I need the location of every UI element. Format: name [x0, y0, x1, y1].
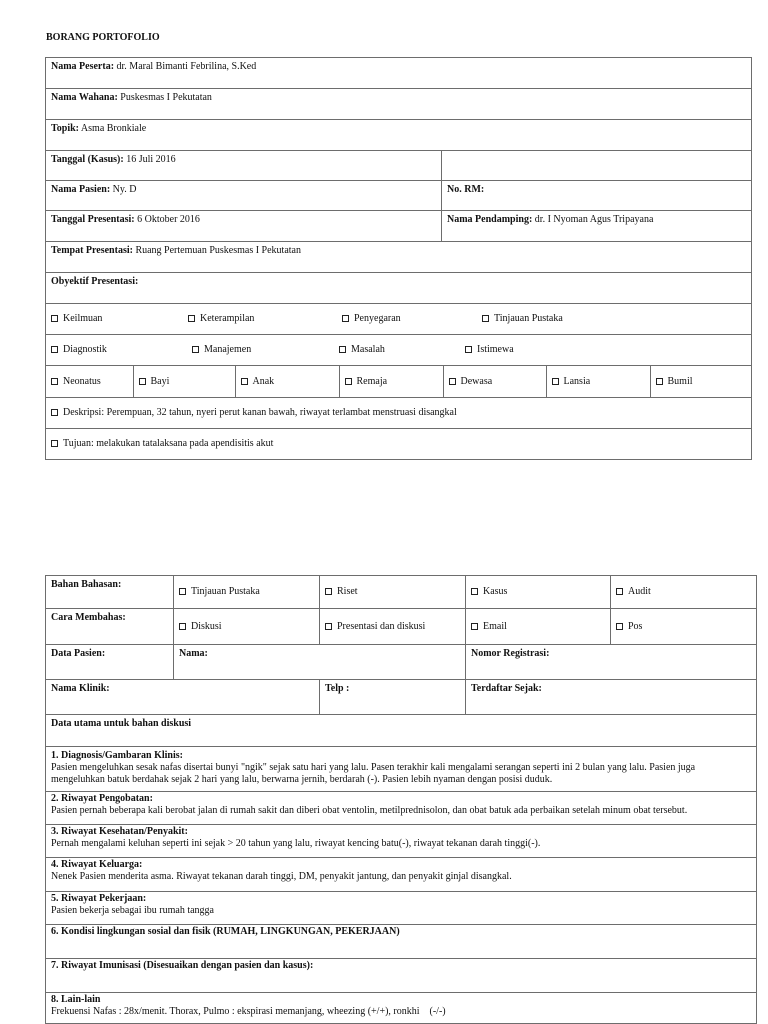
checkbox-box-icon: [139, 378, 146, 385]
checkbox-manajemen[interactable]: [192, 344, 251, 356]
checkbox-label: Anak: [252, 375, 275, 387]
section-kondisi-lingkungan: [46, 925, 757, 959]
nama-wahana-label: Nama Wahana:: [51, 92, 118, 103]
nama-pasien-cell: [46, 181, 442, 211]
checkbox-cara-diskusi[interactable]: [174, 609, 320, 645]
checkbox-label: Penyegaran: [354, 313, 401, 324]
nama-peserta-label: Nama Peserta:: [51, 61, 115, 72]
section-heading: 1. Diagnosis/Gambaran Klinis:: [51, 750, 183, 761]
checkbox-box-icon: [339, 346, 346, 353]
tanggal-kasus-value: 16 Juli 2016: [123, 154, 176, 165]
checkbox-neonatus[interactable]: [46, 366, 133, 397]
data-utama-label: Data utama untuk bahan diskusi: [51, 718, 192, 729]
tanggal-kasus-cell: [46, 151, 442, 181]
checkbox-remaja[interactable]: [339, 366, 443, 397]
checkbox-penyegaran[interactable]: [342, 313, 401, 325]
section-text: Frekuensi Nafas : 28x/menit. Thorax, Pulmo : ekspirasi memanjang, wheezing (+/+), ronkhi (-/-): [51, 1006, 446, 1017]
checkbox-box-icon[interactable]: [51, 440, 58, 447]
checkbox-box-icon: [552, 378, 559, 385]
checkbox-box-icon: [192, 346, 199, 353]
no-rm-label: No. RM:: [447, 184, 485, 195]
checkbox-tinjauan-pustaka[interactable]: [482, 313, 563, 325]
section-text: Pasien pernah beberapa kali berobat jalan di rumah sakit dan diberi obat ventolin, metilprednisolon, dan obat batuk ada perbaikan setelah minum obat tersebut.: [51, 805, 688, 816]
checkbox-box-icon: [179, 588, 186, 595]
checkbox-label: Remaja: [356, 375, 388, 387]
tujuan-text: Tujuan: melakukan tatalaksana pada apendisitis akut: [63, 438, 274, 449]
section-riwayat-pengobatan: [46, 792, 757, 825]
obyektif-cell: [46, 273, 752, 304]
bahan-bahasan-label-cell: [46, 576, 174, 609]
nama-pendamping-value: dr. I Nyoman Agus Tripayana: [532, 214, 654, 225]
data-utama-cell: [46, 715, 757, 747]
checkbox-label: Diagnostik: [63, 344, 107, 355]
tempat-presentasi-label: Tempat Presentasi:: [51, 245, 133, 256]
checkbox-label: Presentasi dan diskusi: [337, 620, 426, 632]
checkbox-label: Neonatus: [63, 375, 101, 387]
section-heading: 2. Riwayat Pengobatan:: [51, 793, 153, 804]
checkbox-cara-pos[interactable]: [611, 609, 757, 645]
checkbox-box-icon: [241, 378, 248, 385]
checkbox-box-icon: [471, 588, 478, 595]
checkbox-bayi[interactable]: [133, 366, 235, 397]
checkbox-label: Manajemen: [204, 344, 252, 355]
section-text: Pernah mengalami keluhan seperti ini sejak > 20 tahun yang lalu, riwayat kencing batu(-), riwayat tekanan darah tinggi(-).: [51, 838, 541, 849]
checkbox-anak[interactable]: [235, 366, 339, 397]
nomor-registrasi-cell: [466, 645, 757, 680]
checkbox-box-icon: [449, 378, 456, 385]
section-diagnosis: [46, 747, 757, 792]
checkbox-box-icon: [482, 315, 489, 322]
cara-membahas-label: Cara Membahas:: [51, 612, 126, 623]
checkbox-box-icon: [179, 623, 186, 630]
checkbox-box-icon: [656, 378, 663, 385]
checkbox-box-icon: [616, 623, 623, 630]
checkbox-box-icon: [51, 378, 58, 385]
tanggal-presentasi-label: Tanggal Presentasi:: [51, 214, 135, 225]
data-pasien-cell: [46, 645, 174, 680]
checkbox-box-icon: [325, 588, 332, 595]
checkbox-masalah[interactable]: [339, 344, 385, 356]
checkbox-box-icon[interactable]: [51, 409, 58, 416]
section-riwayat-kesehatan: [46, 825, 757, 858]
checkbox-bahan-audit[interactable]: [611, 576, 757, 609]
checkbox-label: Pos: [628, 620, 643, 632]
no-rm-cell: [442, 181, 752, 211]
checkbox-diagnostik[interactable]: [51, 344, 107, 356]
telp-cell: [320, 680, 466, 715]
nama-pasien-label: Nama Pasien:: [51, 184, 111, 195]
nama-cell: [174, 645, 466, 680]
checkbox-istimewa[interactable]: [465, 344, 514, 356]
nama-klinik-cell: [46, 680, 320, 715]
checkbox-label: Kasus: [483, 586, 508, 597]
form-title: BORANG PORTOFOLIO: [46, 32, 160, 43]
checkbox-box-icon: [342, 315, 349, 322]
data-pasien-label: Data Pasien:: [51, 648, 106, 659]
checkbox-label: Email: [483, 620, 507, 632]
section-text: Pasien mengeluhkan sesak nafas disertai bunyi "ngik" sejak satu hari yang lalu. Pasen terakhir kali mengalami serangan seperti ini 2 bulan yang lalu. Pasien juga mengeluhkan batuk berdahak sejak 2 hari yang lalu, berwarna jernih, berdarah (-). Pasien lebih nyaman dengan posisi duduk.: [51, 762, 696, 785]
portfolio-top-table: [45, 57, 752, 460]
obyektif-row-3: [46, 366, 752, 398]
section-riwayat-imunisasi: [46, 959, 757, 993]
section-heading: 8. Lain-lain: [51, 994, 101, 1005]
checkbox-label: Audit: [628, 586, 651, 597]
topik-value: Asma Bronkiale: [78, 123, 147, 134]
terdaftar-sejak-cell: [466, 680, 757, 715]
nama-pendamping-cell: [442, 211, 752, 242]
tempat-presentasi-cell: [46, 242, 752, 273]
checkbox-lansia[interactable]: [546, 366, 650, 397]
checkbox-label: Bumil: [667, 375, 693, 387]
section-heading: 5. Riwayat Pekerjaan:: [51, 893, 147, 904]
checkbox-label: Diskusi: [191, 620, 222, 632]
nama-peserta-cell: [46, 58, 752, 89]
nomor-registrasi-label: Nomor Registrasi:: [471, 648, 550, 659]
checkbox-bahan-riset[interactable]: [320, 576, 466, 609]
telp-label: Telp :: [325, 683, 350, 694]
tanggal-presentasi-value: 6 Oktober 2016: [134, 214, 200, 225]
portfolio-bottom-table: [45, 575, 757, 1024]
checkbox-keilmuan[interactable]: [51, 313, 102, 325]
tujuan-row: [46, 429, 752, 460]
section-riwayat-pekerjaan: [46, 892, 757, 925]
deskripsi-text: Deskripsi: Perempuan, 32 tahun, nyeri perut kanan bawah, riwayat terlambat menstruasi disangkal: [63, 407, 457, 418]
section-text: Nenek Pasien menderita asma. Riwayat tekanan darah tinggi, DM, penyakit jantung, dan penyakit ginjal disangkal.: [51, 871, 512, 882]
checkbox-box-icon: [325, 623, 332, 630]
nama-wahana-value: Puskesmas I Pekutatan: [117, 92, 212, 103]
nama-klinik-label: Nama Klinik:: [51, 683, 110, 694]
checkbox-label: Keterampilan: [200, 313, 255, 324]
checkbox-label: Keilmuan: [63, 313, 103, 324]
patient-age-group-table: [46, 366, 751, 397]
checkbox-box-icon: [471, 623, 478, 630]
checkbox-label: Tinjauan Pustaka: [191, 586, 260, 597]
obyektif-label: Obyektif Presentasi:: [51, 276, 139, 287]
nama-label: Nama:: [179, 648, 208, 659]
checkbox-keterampilan[interactable]: [188, 313, 254, 325]
section-heading: 4. Riwayat Keluarga:: [51, 859, 143, 870]
cara-membahas-label-cell: [46, 609, 174, 645]
nama-wahana-cell: [46, 89, 752, 120]
checkbox-box-icon: [345, 378, 352, 385]
checkbox-box-icon: [51, 346, 58, 353]
nama-pasien-value: Ny. D: [110, 184, 137, 195]
checkbox-cara-presentasi[interactable]: [320, 609, 466, 645]
checkbox-label: Lansia: [563, 375, 591, 387]
checkbox-label: Dewasa: [460, 375, 493, 387]
checkbox-box-icon: [616, 588, 623, 595]
tempat-presentasi-value: Ruang Pertemuan Puskesmas I Pekutatan: [132, 245, 301, 256]
section-heading: 7. Riwayat Imunisasi (Disesuaikan dengan pasien dan kasus):: [51, 960, 314, 971]
checkbox-label: Bayi: [150, 375, 170, 387]
obyektif-row-2: [46, 335, 752, 366]
section-text: Pasien bekerja sebagai ibu rumah tangga: [51, 905, 214, 916]
topik-cell: [46, 120, 752, 151]
checkbox-label: Riset: [337, 586, 358, 597]
section-heading: 3. Riwayat Kesehatan/Penyakit:: [51, 826, 188, 837]
section-riwayat-keluarga: [46, 858, 757, 892]
checkbox-dewasa[interactable]: [443, 366, 546, 397]
nama-pendamping-label: Nama Pendamping:: [447, 214, 533, 225]
bahan-bahasan-label: Bahan Bahasan:: [51, 579, 122, 590]
checkbox-bumil[interactable]: [650, 366, 751, 397]
topik-label: Topik:: [51, 123, 79, 134]
checkbox-label: Istimewa: [477, 344, 514, 355]
section-lain-lain: [46, 993, 757, 1024]
tanggal-kasus-blank-cell: [442, 151, 752, 181]
checkbox-bahan-kasus[interactable]: [466, 576, 611, 609]
nama-peserta-value: dr. Maral Bimanti Febrilina, S.Ked: [114, 61, 257, 72]
obyektif-row-1: [46, 304, 752, 335]
checkbox-label: Masalah: [351, 344, 385, 355]
checkbox-bahan-tinjauan-pustaka[interactable]: [174, 576, 320, 609]
checkbox-label: Tinjauan Pustaka: [494, 313, 563, 324]
tanggal-presentasi-cell: [46, 211, 442, 242]
terdaftar-sejak-label: Terdaftar Sejak:: [471, 683, 542, 694]
deskripsi-row: [46, 398, 752, 429]
checkbox-box-icon: [188, 315, 195, 322]
checkbox-cara-email[interactable]: [466, 609, 611, 645]
checkbox-box-icon: [51, 315, 58, 322]
tanggal-kasus-label: Tanggal (Kasus):: [51, 154, 124, 165]
checkbox-box-icon: [465, 346, 472, 353]
section-heading: 6. Kondisi lingkungan sosial dan fisik (RUMAH, LINGKUNGAN, PEKERJAAN): [51, 926, 400, 937]
